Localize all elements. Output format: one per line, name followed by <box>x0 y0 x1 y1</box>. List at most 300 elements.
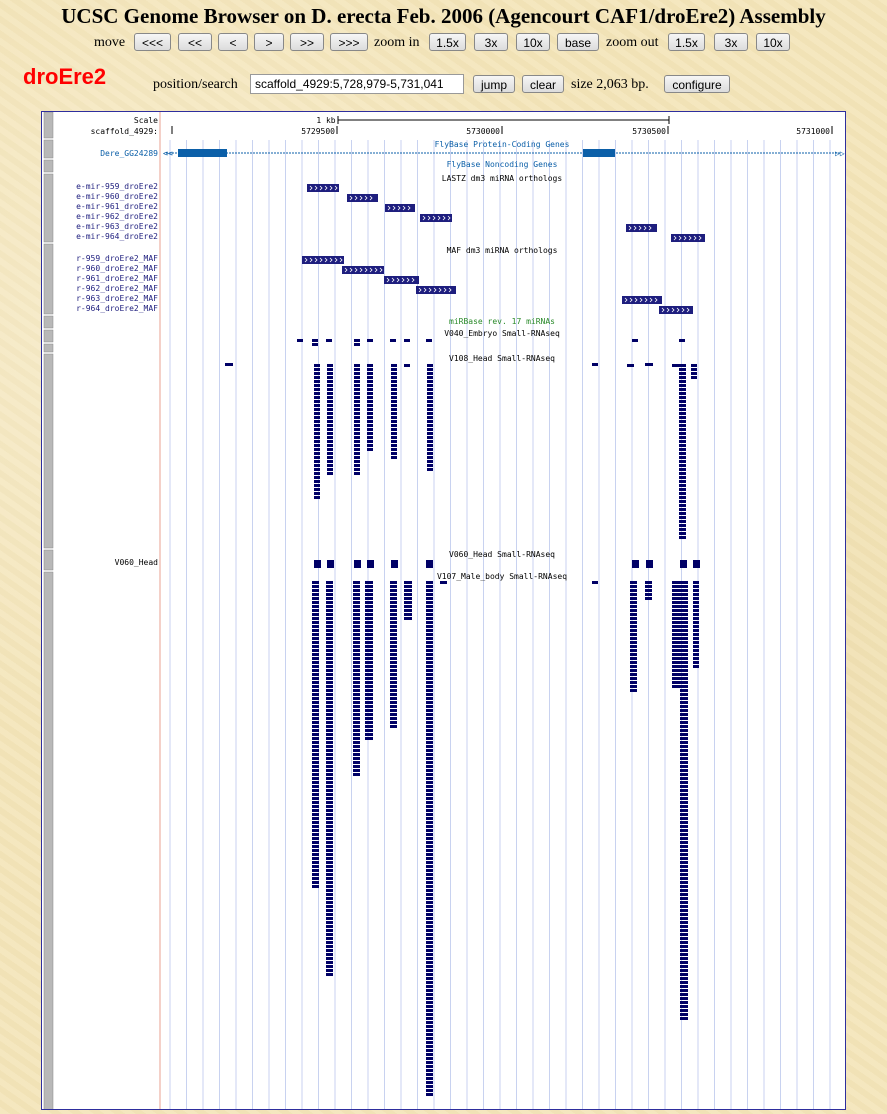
male-body-read[interactable] <box>365 689 373 692</box>
head108-read[interactable] <box>367 412 373 415</box>
track-side-button[interactable] <box>44 344 53 352</box>
head108-read[interactable] <box>354 468 360 471</box>
male-body-read[interactable] <box>630 677 637 680</box>
male-body-read[interactable] <box>680 877 688 880</box>
male-body-read[interactable] <box>353 621 360 624</box>
head108-read[interactable] <box>679 496 686 499</box>
male-body-read[interactable] <box>326 949 333 952</box>
male-body-read[interactable] <box>426 597 433 600</box>
male-body-read[interactable] <box>312 657 319 660</box>
male-body-read[interactable] <box>353 637 360 640</box>
male-body-read[interactable] <box>390 657 397 660</box>
male-body-read[interactable] <box>680 925 688 928</box>
male-body-read[interactable] <box>326 849 333 852</box>
head108-read[interactable] <box>327 408 333 411</box>
male-body-read[interactable] <box>365 733 373 736</box>
male-body-read[interactable] <box>680 617 688 620</box>
male-body-read[interactable] <box>630 641 637 644</box>
head108-read[interactable] <box>314 412 320 415</box>
male-body-read[interactable] <box>426 641 433 644</box>
male-body-read[interactable] <box>680 585 688 588</box>
male-body-read[interactable] <box>426 797 433 800</box>
male-body-read[interactable] <box>312 757 319 760</box>
male-body-read[interactable] <box>365 681 373 684</box>
head108-read[interactable] <box>314 380 320 383</box>
male-body-read[interactable] <box>426 817 433 820</box>
male-body-read[interactable] <box>672 585 680 588</box>
male-body-read[interactable] <box>680 745 688 748</box>
male-body-read[interactable] <box>426 985 433 988</box>
head108-read[interactable] <box>314 396 320 399</box>
head108-read[interactable] <box>314 480 320 483</box>
male-body-read[interactable] <box>672 629 680 632</box>
male-body-read[interactable] <box>680 605 688 608</box>
male-body-read[interactable] <box>693 649 699 652</box>
head108-read[interactable] <box>354 408 360 411</box>
male-body-read[interactable] <box>312 597 319 600</box>
male-body-read[interactable] <box>365 637 373 640</box>
embryo-read[interactable] <box>312 343 318 346</box>
male-body-read[interactable] <box>326 721 333 724</box>
male-body-read[interactable] <box>390 625 397 628</box>
head108-read[interactable] <box>427 404 433 407</box>
male-body-read[interactable] <box>312 753 319 756</box>
male-body-read[interactable] <box>426 889 433 892</box>
male-body-read[interactable] <box>312 761 319 764</box>
head060-read[interactable] <box>391 560 398 568</box>
track-side-button[interactable] <box>44 572 53 1110</box>
male-body-read[interactable] <box>326 937 333 940</box>
male-body-read[interactable] <box>404 613 412 616</box>
head108-read[interactable] <box>679 440 686 443</box>
head108-read[interactable] <box>367 408 373 411</box>
male-body-read[interactable] <box>680 1009 688 1012</box>
male-body-read[interactable] <box>426 949 433 952</box>
male-body-read[interactable] <box>312 609 319 612</box>
male-body-read[interactable] <box>312 629 319 632</box>
male-body-read[interactable] <box>426 669 433 672</box>
male-body-read[interactable] <box>326 893 333 896</box>
male-body-read[interactable] <box>693 585 699 588</box>
male-body-read[interactable] <box>426 645 433 648</box>
male-body-read[interactable] <box>326 605 333 608</box>
male-body-read[interactable] <box>680 765 688 768</box>
head108-read[interactable] <box>679 428 686 431</box>
male-body-read[interactable] <box>326 805 333 808</box>
track-side-button[interactable] <box>44 330 53 342</box>
head108-read[interactable] <box>427 380 433 383</box>
male-body-read[interactable] <box>312 625 319 628</box>
male-body-read[interactable] <box>326 825 333 828</box>
male-body-read[interactable] <box>353 669 360 672</box>
male-body-read[interactable] <box>353 697 360 700</box>
male-body-read[interactable] <box>680 941 688 944</box>
male-body-read[interactable] <box>353 677 360 680</box>
male-body-read[interactable] <box>426 1005 433 1008</box>
male-body-read[interactable] <box>426 865 433 868</box>
zoom-out-1-5x-button[interactable]: 1.5x <box>668 33 705 51</box>
male-body-read[interactable] <box>353 737 360 740</box>
head108-read[interactable] <box>627 364 633 367</box>
male-body-read[interactable] <box>326 693 333 696</box>
head108-read[interactable] <box>327 460 333 463</box>
male-body-read[interactable] <box>680 597 688 600</box>
head108-read[interactable] <box>679 400 686 403</box>
male-body-read[interactable] <box>680 845 688 848</box>
male-body-read[interactable] <box>426 625 433 628</box>
male-body-read[interactable] <box>326 689 333 692</box>
maf-item-label[interactable]: r-960_droEre2_MAF <box>76 264 158 273</box>
head108-read[interactable] <box>327 420 333 423</box>
head108-read[interactable] <box>327 424 333 427</box>
male-body-read[interactable] <box>680 649 688 652</box>
male-body-read[interactable] <box>426 689 433 692</box>
male-body-read[interactable] <box>312 621 319 624</box>
male-body-read[interactable] <box>680 1001 688 1004</box>
male-body-read[interactable] <box>426 729 433 732</box>
male-body-read[interactable] <box>353 665 360 668</box>
male-body-read[interactable] <box>312 777 319 780</box>
head108-read[interactable] <box>427 396 433 399</box>
male-body-read[interactable] <box>326 757 333 760</box>
male-body-read[interactable] <box>326 677 333 680</box>
male-body-read[interactable] <box>353 725 360 728</box>
male-body-read[interactable] <box>426 637 433 640</box>
male-body-read[interactable] <box>693 645 699 648</box>
embryo-read[interactable] <box>297 339 303 342</box>
male-body-read[interactable] <box>326 925 333 928</box>
head108-read[interactable] <box>679 476 686 479</box>
male-body-read[interactable] <box>326 777 333 780</box>
male-body-read[interactable] <box>390 713 397 716</box>
head108-read[interactable] <box>327 468 333 471</box>
male-body-read[interactable] <box>680 681 688 684</box>
male-body-read[interactable] <box>426 881 433 884</box>
head108-read[interactable] <box>427 388 433 391</box>
head108-read[interactable] <box>367 364 373 367</box>
head108-read[interactable] <box>679 424 686 427</box>
male-body-read[interactable] <box>426 757 433 760</box>
male-body-read[interactable] <box>326 661 333 664</box>
male-body-read[interactable] <box>353 721 360 724</box>
head108-read[interactable] <box>225 363 233 366</box>
male-body-read[interactable] <box>426 1093 433 1096</box>
male-body-read[interactable] <box>426 1009 433 1012</box>
male-body-read[interactable] <box>680 665 688 668</box>
head108-read[interactable] <box>367 436 373 439</box>
male-body-read[interactable] <box>312 693 319 696</box>
head108-read[interactable] <box>314 432 320 435</box>
male-body-read[interactable] <box>426 829 433 832</box>
male-body-read[interactable] <box>693 581 699 584</box>
male-body-read[interactable] <box>672 673 680 676</box>
male-body-read[interactable] <box>680 893 688 896</box>
male-body-read[interactable] <box>365 625 373 628</box>
male-body-read[interactable] <box>680 781 688 784</box>
male-body-read[interactable] <box>312 885 319 888</box>
male-body-read[interactable] <box>365 721 373 724</box>
male-body-read[interactable] <box>680 609 688 612</box>
maf-item-label[interactable]: r-964_droEre2_MAF <box>76 304 158 313</box>
head108-read[interactable] <box>679 432 686 435</box>
head108-read[interactable] <box>679 536 686 539</box>
male-body-read[interactable] <box>680 961 688 964</box>
zoom-out-10x-button[interactable]: 10x <box>756 33 790 51</box>
male-body-read[interactable] <box>353 689 360 692</box>
head108-read[interactable] <box>679 368 686 371</box>
male-body-read[interactable] <box>353 593 360 596</box>
male-body-read[interactable] <box>365 725 373 728</box>
male-body-read[interactable] <box>426 913 433 916</box>
head108-read[interactable] <box>679 408 686 411</box>
male-body-read[interactable] <box>326 709 333 712</box>
male-body-read[interactable] <box>353 629 360 632</box>
male-body-read[interactable] <box>326 649 333 652</box>
male-body-read[interactable] <box>630 609 637 612</box>
male-body-read[interactable] <box>680 693 688 696</box>
male-body-read[interactable] <box>680 1017 688 1020</box>
male-body-read[interactable] <box>426 1049 433 1052</box>
head108-read[interactable] <box>367 376 373 379</box>
head108-read[interactable] <box>354 372 360 375</box>
head108-read[interactable] <box>391 380 397 383</box>
male-body-read[interactable] <box>426 713 433 716</box>
male-body-read[interactable] <box>630 649 637 652</box>
male-body-read[interactable] <box>353 657 360 660</box>
male-body-read[interactable] <box>353 613 360 616</box>
male-body-read[interactable] <box>390 609 397 612</box>
head108-read[interactable] <box>679 380 686 383</box>
male-body-read[interactable] <box>326 589 333 592</box>
embryo-read[interactable] <box>404 339 410 342</box>
male-body-read[interactable] <box>680 785 688 788</box>
track-side-button[interactable] <box>44 354 53 548</box>
head108-read[interactable] <box>354 368 360 371</box>
head108-read[interactable] <box>327 456 333 459</box>
head108-read[interactable] <box>391 444 397 447</box>
head108-read[interactable] <box>314 444 320 447</box>
male-body-read[interactable] <box>680 657 688 660</box>
male-body-read[interactable] <box>630 581 637 584</box>
head108-read[interactable] <box>314 420 320 423</box>
head108-read[interactable] <box>314 448 320 451</box>
male-body-read[interactable] <box>426 593 433 596</box>
male-body-read[interactable] <box>426 825 433 828</box>
male-body-read[interactable] <box>312 665 319 668</box>
male-body-read[interactable] <box>365 585 373 588</box>
head108-read[interactable] <box>354 456 360 459</box>
male-body-read[interactable] <box>326 761 333 764</box>
male-body-read[interactable] <box>353 581 360 584</box>
male-body-read[interactable] <box>693 613 699 616</box>
male-body-read[interactable] <box>326 765 333 768</box>
male-body-read[interactable] <box>312 709 319 712</box>
male-body-read[interactable] <box>672 625 680 628</box>
male-body-read[interactable] <box>680 709 688 712</box>
male-body-read[interactable] <box>390 693 397 696</box>
male-body-read[interactable] <box>365 701 373 704</box>
male-body-read[interactable] <box>426 1029 433 1032</box>
male-body-read[interactable] <box>426 1045 433 1048</box>
male-body-read[interactable] <box>312 841 319 844</box>
male-body-read[interactable] <box>426 629 433 632</box>
male-body-read[interactable] <box>426 953 433 956</box>
male-body-read[interactable] <box>365 641 373 644</box>
male-body-read[interactable] <box>312 705 319 708</box>
head108-read[interactable] <box>427 412 433 415</box>
male-body-read[interactable] <box>390 629 397 632</box>
head108-read[interactable] <box>391 404 397 407</box>
male-body-read[interactable] <box>365 605 373 608</box>
head108-read[interactable] <box>679 472 686 475</box>
male-body-read[interactable] <box>426 617 433 620</box>
male-body-read[interactable] <box>326 745 333 748</box>
male-body-read[interactable] <box>426 857 433 860</box>
male-body-read[interactable] <box>390 653 397 656</box>
male-body-read[interactable] <box>312 853 319 856</box>
male-body-read[interactable] <box>390 697 397 700</box>
male-body-read[interactable] <box>326 929 333 932</box>
male-body-read[interactable] <box>404 589 412 592</box>
male-body-read[interactable] <box>426 1025 433 1028</box>
male-body-read[interactable] <box>645 581 652 584</box>
male-body-read[interactable] <box>426 809 433 812</box>
head108-read[interactable] <box>679 376 686 379</box>
head108-read[interactable] <box>391 384 397 387</box>
head108-read[interactable] <box>679 468 686 471</box>
head108-read[interactable] <box>354 412 360 415</box>
male-body-read[interactable] <box>365 629 373 632</box>
male-body-read[interactable] <box>426 769 433 772</box>
male-body-read[interactable] <box>326 641 333 644</box>
male-body-read[interactable] <box>353 745 360 748</box>
male-body-read[interactable] <box>326 705 333 708</box>
male-body-read[interactable] <box>353 713 360 716</box>
male-body-read[interactable] <box>680 797 688 800</box>
male-body-read[interactable] <box>426 929 433 932</box>
head108-read[interactable] <box>679 532 686 535</box>
head108-read[interactable] <box>327 404 333 407</box>
male-body-read[interactable] <box>426 841 433 844</box>
male-body-read[interactable] <box>426 605 433 608</box>
male-body-read[interactable] <box>426 705 433 708</box>
head108-read[interactable] <box>679 460 686 463</box>
head108-read[interactable] <box>427 448 433 451</box>
male-body-read[interactable] <box>672 681 680 684</box>
male-body-read[interactable] <box>390 613 397 616</box>
male-body-read[interactable] <box>426 925 433 928</box>
male-body-read[interactable] <box>326 697 333 700</box>
male-body-read[interactable] <box>326 881 333 884</box>
male-body-read[interactable] <box>426 1061 433 1064</box>
head108-read[interactable] <box>314 376 320 379</box>
head108-read[interactable] <box>354 464 360 467</box>
male-body-read[interactable] <box>426 693 433 696</box>
head108-read[interactable] <box>391 396 397 399</box>
male-body-read[interactable] <box>390 621 397 624</box>
male-body-read[interactable] <box>312 653 319 656</box>
male-body-read[interactable] <box>680 741 688 744</box>
head108-read[interactable] <box>691 372 697 375</box>
head108-read[interactable] <box>679 508 686 511</box>
male-body-read[interactable] <box>312 817 319 820</box>
male-body-read[interactable] <box>390 589 397 592</box>
male-body-read[interactable] <box>326 957 333 960</box>
male-body-read[interactable] <box>365 621 373 624</box>
male-body-read[interactable] <box>326 665 333 668</box>
male-body-read[interactable] <box>353 705 360 708</box>
head108-read[interactable] <box>354 416 360 419</box>
male-body-read[interactable] <box>326 621 333 624</box>
male-body-read[interactable] <box>680 917 688 920</box>
male-body-read[interactable] <box>426 657 433 660</box>
head108-read[interactable] <box>427 424 433 427</box>
head108-read[interactable] <box>592 363 598 366</box>
male-body-read[interactable] <box>426 609 433 612</box>
male-body-read[interactable] <box>630 665 637 668</box>
male-body-read[interactable] <box>353 653 360 656</box>
male-body-read[interactable] <box>680 973 688 976</box>
head108-read[interactable] <box>427 456 433 459</box>
head108-read[interactable] <box>427 420 433 423</box>
head108-read[interactable] <box>391 392 397 395</box>
male-body-read[interactable] <box>312 633 319 636</box>
male-body-read[interactable] <box>680 853 688 856</box>
head108-read[interactable] <box>427 416 433 419</box>
male-body-read[interactable] <box>326 905 333 908</box>
head108-read[interactable] <box>679 392 686 395</box>
male-body-read[interactable] <box>672 637 680 640</box>
head108-read[interactable] <box>314 424 320 427</box>
head108-read[interactable] <box>367 400 373 403</box>
track-side-button[interactable] <box>44 316 53 328</box>
head108-read[interactable] <box>391 368 397 371</box>
head108-read[interactable] <box>691 376 697 379</box>
male-body-read[interactable] <box>312 809 319 812</box>
male-body-read[interactable] <box>680 937 688 940</box>
male-body-read[interactable] <box>404 617 412 620</box>
head108-read[interactable] <box>427 464 433 467</box>
male-body-read[interactable] <box>326 801 333 804</box>
male-body-read[interactable] <box>326 753 333 756</box>
head108-read[interactable] <box>327 428 333 431</box>
male-body-read[interactable] <box>672 653 680 656</box>
male-body-read[interactable] <box>426 737 433 740</box>
embryo-read[interactable] <box>354 343 360 346</box>
male-body-read[interactable] <box>312 585 319 588</box>
male-body-read[interactable] <box>390 581 397 584</box>
male-body-read[interactable] <box>680 993 688 996</box>
male-body-read[interactable] <box>426 905 433 908</box>
head108-read[interactable] <box>314 388 320 391</box>
male-body-read[interactable] <box>672 649 680 652</box>
head108-read[interactable] <box>691 368 697 371</box>
male-body-read[interactable] <box>312 637 319 640</box>
male-body-read[interactable] <box>426 957 433 960</box>
male-body-read[interactable] <box>353 649 360 652</box>
male-body-read[interactable] <box>353 749 360 752</box>
male-body-read[interactable] <box>630 625 637 628</box>
male-body-read[interactable] <box>426 909 433 912</box>
male-body-read[interactable] <box>326 829 333 832</box>
male-body-read[interactable] <box>312 857 319 860</box>
head108-read[interactable] <box>314 452 320 455</box>
male-body-read[interactable] <box>426 585 433 588</box>
male-body-read[interactable] <box>326 909 333 912</box>
male-body-read[interactable] <box>426 993 433 996</box>
male-body-read[interactable] <box>326 869 333 872</box>
male-body-read[interactable] <box>680 825 688 828</box>
